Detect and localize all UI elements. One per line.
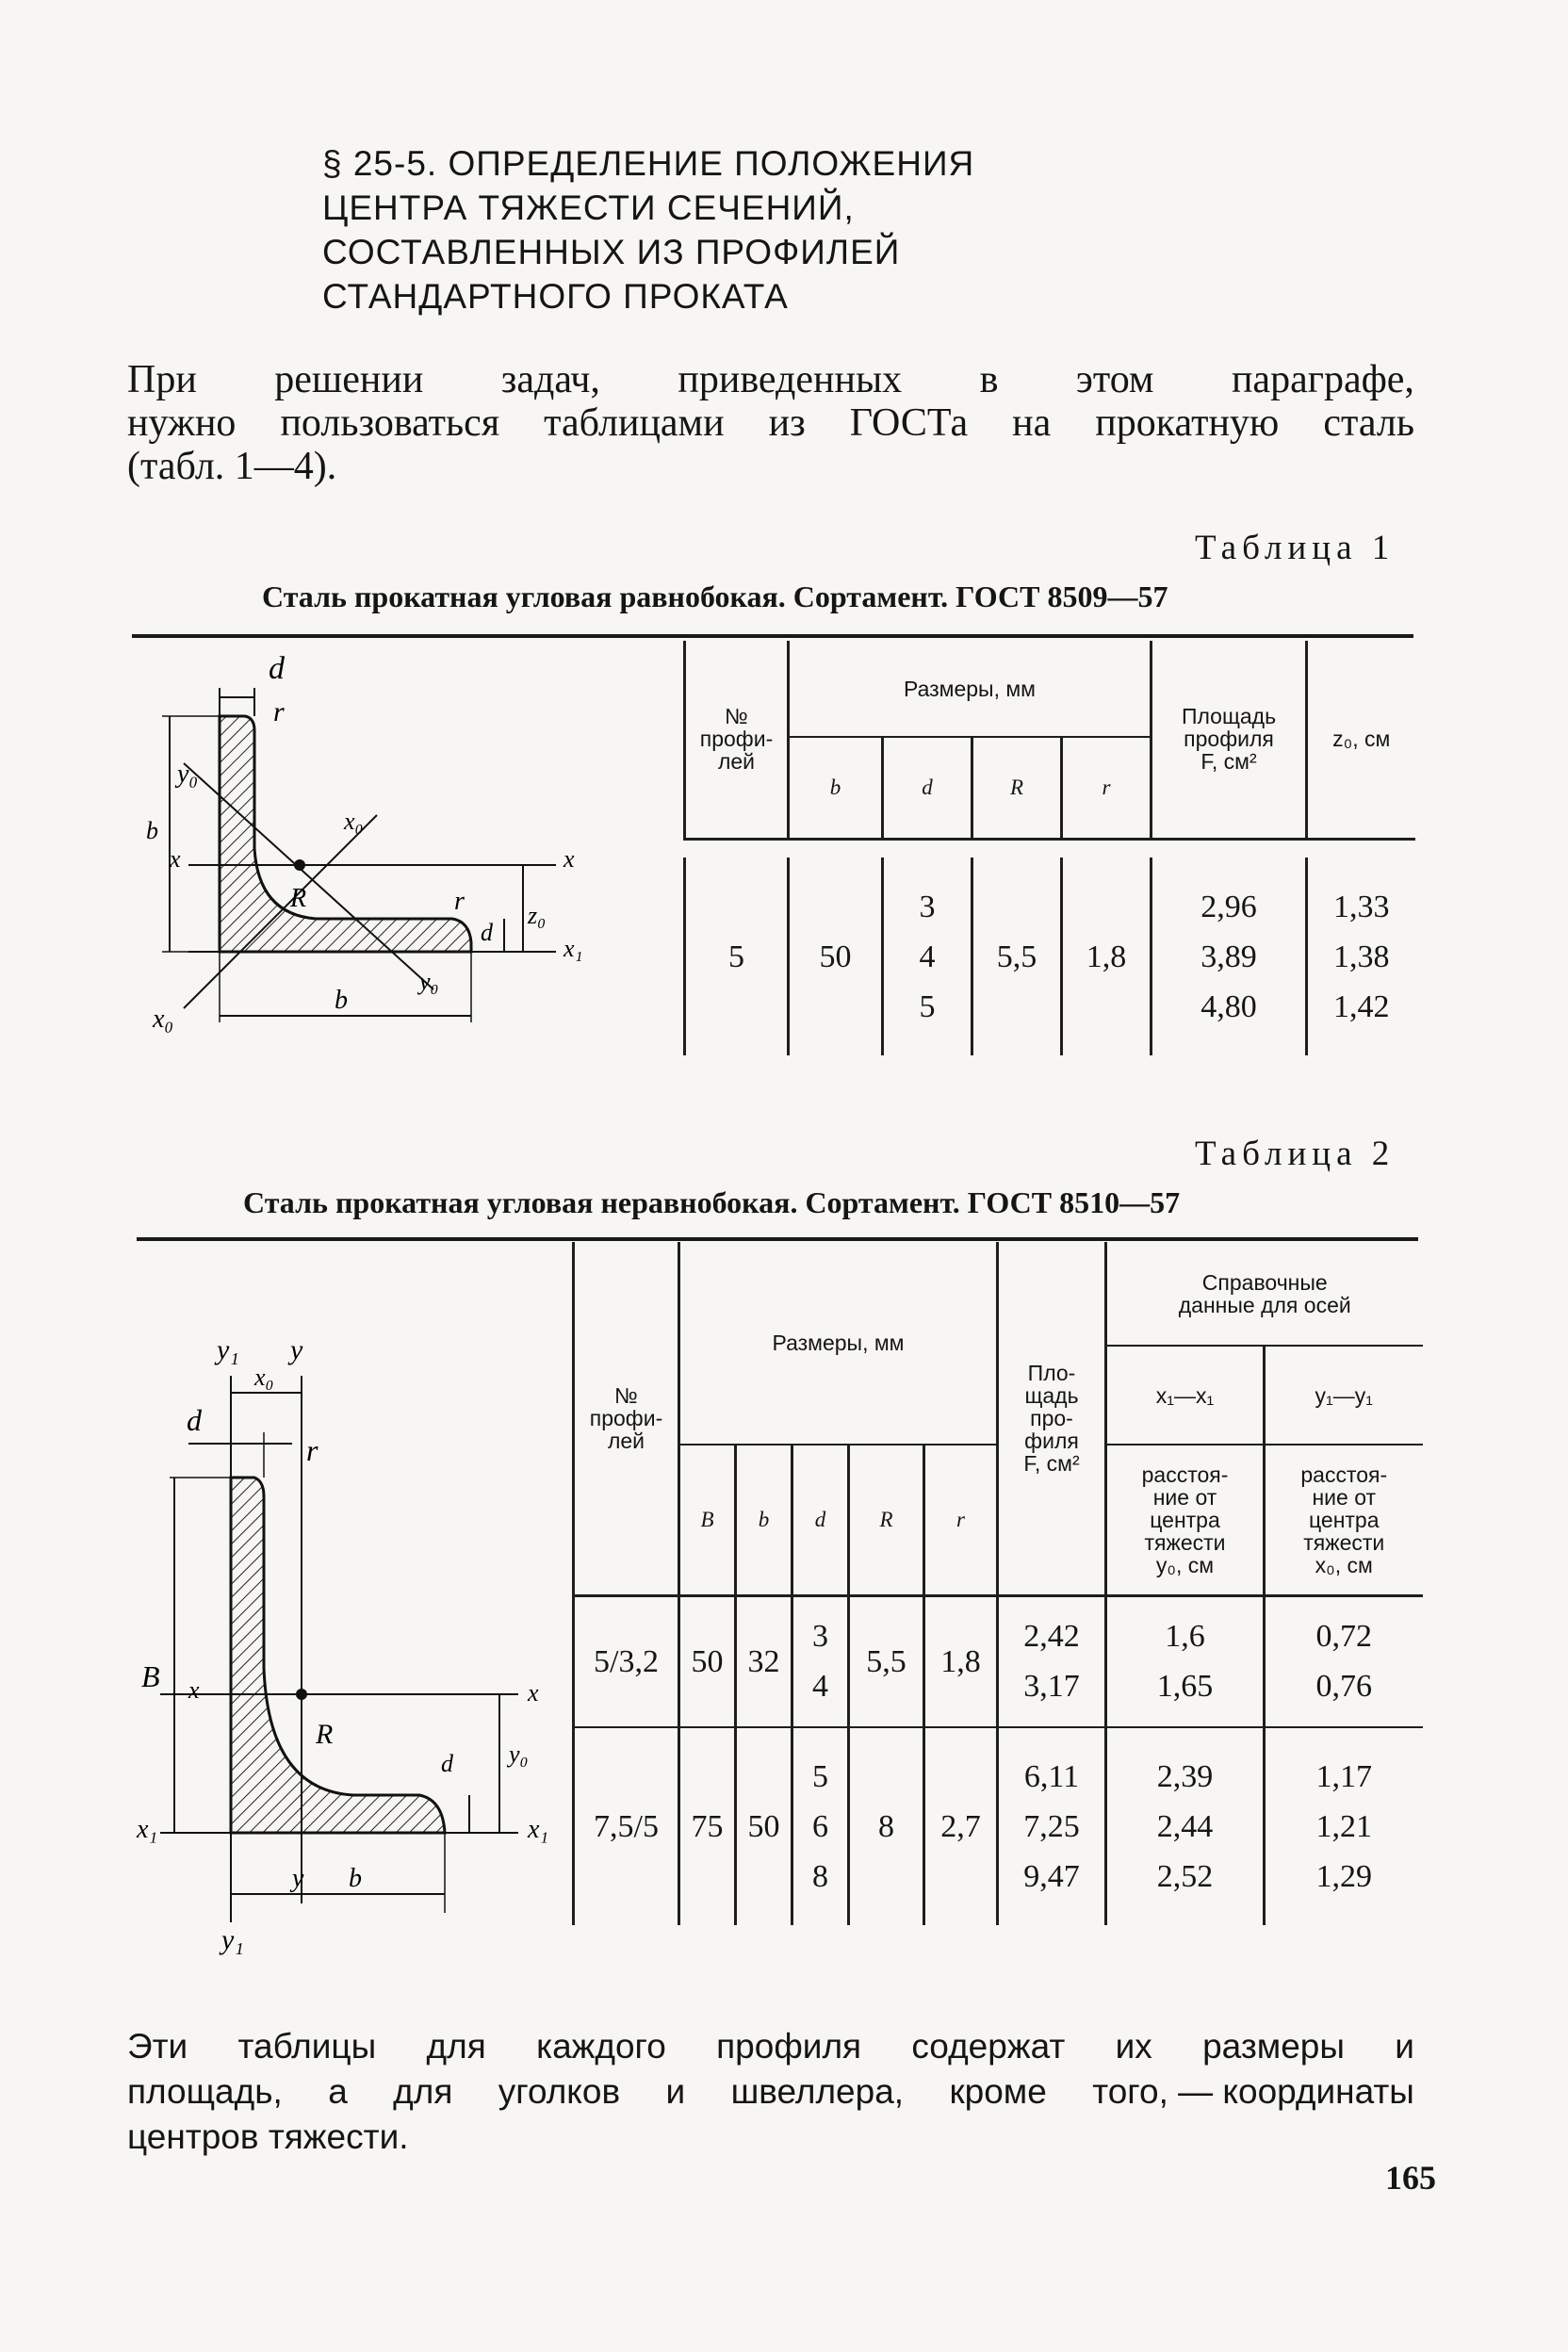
word: задач, [500, 358, 600, 401]
word: параграфе, [1231, 358, 1414, 401]
word: швеллера, [730, 2072, 905, 2111]
heading-line: ЦЕНТРА ТЯЖЕСТИ СЕЧЕНИЙ, [322, 188, 855, 227]
t1-header-d: d [883, 737, 972, 839]
t2-cell-x0: 0,72 0,76 [1265, 1595, 1423, 1727]
t2-header-sizes: Размеры, мм [679, 1242, 998, 1445]
fig1-label: d [481, 919, 493, 946]
angle-profile [231, 1478, 445, 1833]
t2-cell-B: 50 [679, 1595, 736, 1727]
fig2-label: x [188, 1676, 200, 1704]
fig2-label: d [187, 1403, 202, 1437]
word: размеры [1202, 2027, 1345, 2066]
fig2-label: r [306, 1433, 318, 1467]
t2-cell-r: 1,8 [924, 1595, 998, 1727]
word: Эти [127, 2027, 188, 2066]
word: уголков [498, 2072, 621, 2111]
t1-header-r: r [1062, 737, 1152, 839]
word: профиля [716, 2027, 862, 2066]
word: центров тяжести. [127, 2117, 409, 2156]
fig1-label: b [335, 986, 348, 1015]
t2-header-x-desc: расстоя- ние от центра тяжести y₀, см [1106, 1445, 1265, 1595]
table1-grid [683, 641, 1415, 1055]
word: таблицами [544, 401, 725, 445]
fig1-label: x [170, 845, 181, 873]
t2-header-y1y1: y₁—y₁ [1265, 1346, 1423, 1445]
word: а [328, 2072, 348, 2111]
t2-cell-b: 50 [736, 1727, 792, 1925]
word: на [1012, 401, 1052, 445]
t2-cell-R: 8 [849, 1727, 924, 1925]
word: того, — координаты [1092, 2072, 1414, 2111]
word: и [1395, 2027, 1414, 2066]
t1-cell-area: 2,96 3,89 4,80 [1152, 858, 1307, 1055]
unequal-angle-diagram [122, 1319, 575, 1960]
fig2-label: y₁ [217, 1334, 239, 1365]
fig1-label: R [290, 884, 307, 913]
t1-cell-z0: 1,33 1,38 1,42 [1307, 858, 1415, 1055]
word: для [426, 2027, 486, 2066]
word: приведенных [678, 358, 903, 401]
word: нужно [127, 401, 237, 445]
t2-cell-r: 2,7 [924, 1727, 998, 1925]
fig1-label: y₀ [419, 968, 439, 995]
fig1-label: b [146, 817, 158, 844]
fig2-label: B [141, 1659, 160, 1693]
fig1-label: x₀ [344, 808, 364, 835]
table2-title: Сталь прокатная угловая неравнобокая. Сортамент. ГОСТ 8510—57 [243, 1185, 1181, 1219]
fig1-label: y₀ [177, 760, 199, 789]
t2-header-r: r [924, 1445, 998, 1595]
t2-cell-B: 75 [679, 1727, 736, 1925]
t1-cell-r: 1,8 [1062, 858, 1152, 1055]
t2-header-b: b [736, 1445, 792, 1595]
t1-header-R: R [972, 737, 1062, 839]
t1-cell-no: 5 [685, 858, 789, 1055]
t1-header-z0: z₀, см [1307, 641, 1415, 839]
t2-cell-no: 7,5/5 [574, 1727, 679, 1925]
fig1-label: d [269, 651, 285, 686]
t1-header-sizes: Размеры, мм [789, 641, 1152, 737]
t2-header-no: № профи- лей [574, 1242, 679, 1595]
table1-top-rule [132, 634, 1413, 638]
word: их [1115, 2027, 1152, 2066]
t2-cell-b: 32 [736, 1595, 792, 1727]
table1-caption: Таблица 1 [1195, 529, 1396, 567]
t2-cell-y0: 1,6 1,65 [1106, 1595, 1265, 1727]
outro-line-2 [127, 2069, 1414, 2115]
t2-header-B: B [679, 1445, 736, 1595]
outro-line-3 [127, 2115, 1414, 2160]
t2-cell-d: 5 6 8 [792, 1727, 849, 1925]
table2-top-rule [137, 1237, 1418, 1241]
fig2-label: x₁ [137, 1815, 158, 1844]
word: этом [1075, 358, 1154, 401]
word: (табл. 1—4). [127, 445, 337, 488]
intro-line-2 [127, 401, 1414, 445]
t2-cell-area: 6,11 7,25 9,47 [998, 1727, 1106, 1925]
word: и [665, 2072, 686, 2111]
fig1-label: x₁ [564, 935, 583, 962]
t2-cell-area: 2,42 3,17 [998, 1595, 1106, 1727]
t2-header-y-desc: расстоя- ние от центра тяжести x₀, см [1265, 1445, 1423, 1595]
fig2-label: d [441, 1750, 453, 1777]
heading-line: СТАНДАРТНОГО ПРОКАТА [322, 277, 789, 316]
t2-header-R: R [849, 1445, 924, 1595]
t1-header-b: b [789, 737, 883, 839]
fig1-label: z₀ [528, 902, 547, 929]
fig1-label: x₀ [153, 1004, 174, 1034]
t2-header-ref: Справочные данные для осей [1106, 1242, 1423, 1346]
fig1-label: r [273, 696, 285, 727]
word: содержат [911, 2027, 1066, 2066]
t2-cell-no: 5/3,2 [574, 1595, 679, 1727]
word: сталь [1323, 401, 1414, 445]
t2-header-area: Пло- щадь про- филя F, см² [998, 1242, 1106, 1595]
fig2-label: y [290, 1334, 303, 1365]
fig2-label: x₁ [528, 1815, 549, 1844]
outro-line-1 [127, 2024, 1414, 2069]
word: прокатную [1095, 401, 1280, 445]
t1-header-area: Площадь профиля F, см² [1152, 641, 1307, 839]
t2-cell-R: 5,5 [849, 1595, 924, 1727]
fig2-label: x₀ [254, 1364, 274, 1391]
fig2-label: R [316, 1719, 334, 1750]
word: кроме [949, 2072, 1047, 2111]
t1-header-no: № профи- лей [685, 641, 789, 839]
fig2-label: x [528, 1679, 539, 1707]
page-number: 165 [1385, 2159, 1436, 2197]
word: в [979, 358, 999, 401]
t1-cell-R: 5,5 [972, 858, 1062, 1055]
word: таблицы [237, 2027, 377, 2066]
fig2-label: b [349, 1864, 362, 1893]
word: каждого [536, 2027, 666, 2066]
intro-paragraph [127, 358, 1414, 488]
t1-cell-b: 50 [789, 858, 883, 1055]
word: площадь, [127, 2072, 283, 2111]
table1-title: Сталь прокатная угловая равнобокая. Сортамент. ГОСТ 8509—57 [262, 580, 1168, 613]
section-heading [322, 141, 1170, 318]
t2-cell-d: 3 4 [792, 1595, 849, 1727]
fig2-label: y₁ [221, 1924, 244, 1955]
t2-cell-y0: 2,39 2,44 2,52 [1106, 1727, 1265, 1925]
heading-line: СОСТАВЛЕННЫХ ИЗ ПРОФИЛЕЙ [322, 233, 901, 271]
table2-caption: Таблица 2 [1195, 1135, 1396, 1173]
table2-grid [572, 1242, 1423, 1925]
intro-line-3 [127, 445, 1414, 488]
word: При [127, 358, 197, 401]
fig2-label: y₀ [509, 1740, 529, 1768]
word: решении [274, 358, 424, 401]
t2-header-d: d [792, 1445, 849, 1595]
t2-cell-x0: 1,17 1,21 1,29 [1265, 1727, 1423, 1925]
fig1-label: r [454, 887, 465, 916]
word: пользоваться [280, 401, 500, 445]
equal-angle-diagram [141, 641, 678, 1037]
heading-line: § 25-5. ОПРЕДЕЛЕНИЕ ПОЛОЖЕНИЯ [322, 144, 975, 183]
word: для [393, 2072, 453, 2111]
intro-line-1 [127, 358, 1414, 401]
word: из [768, 401, 806, 445]
t2-header-x1x1: x₁—x₁ [1106, 1346, 1265, 1445]
closing-paragraph [127, 2024, 1414, 2160]
fig1-label: x [564, 845, 575, 873]
fig2-label: y [292, 1864, 304, 1893]
word: ГОСТа [849, 401, 969, 445]
t1-cell-d: 3 4 5 [883, 858, 972, 1055]
